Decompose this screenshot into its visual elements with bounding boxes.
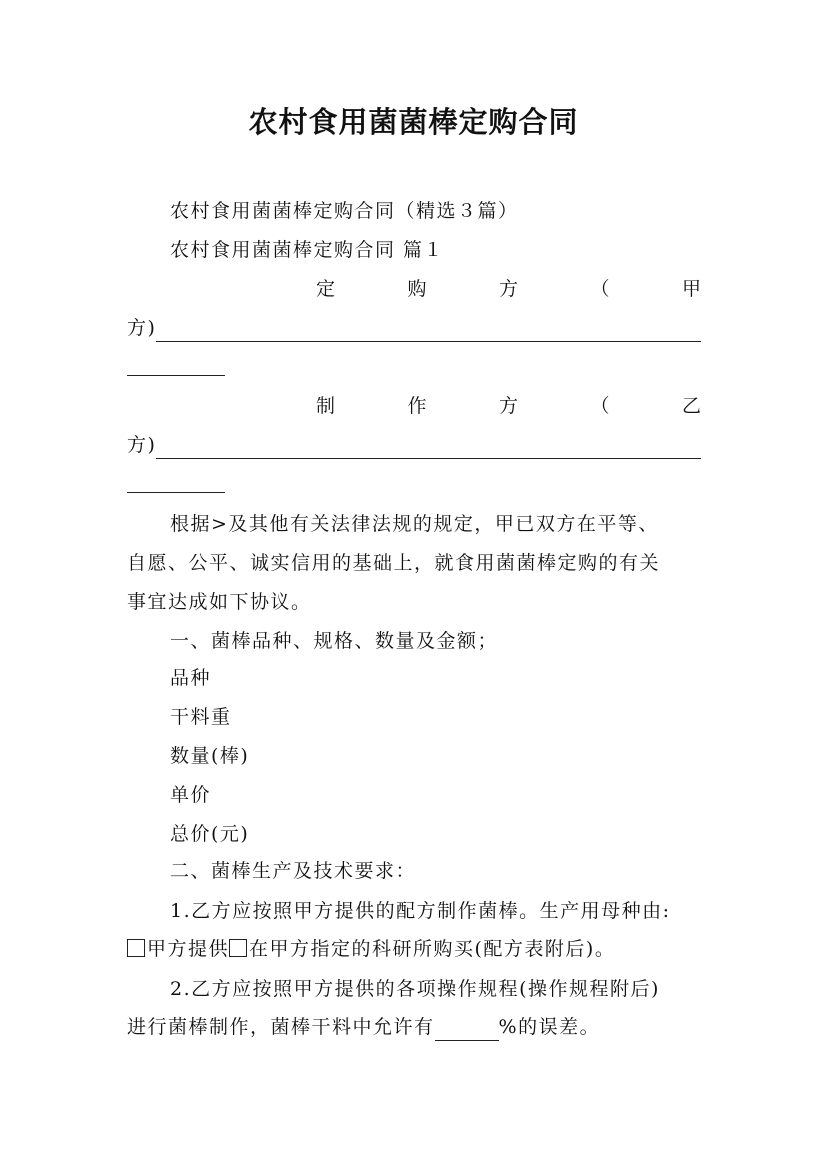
party-b-char: 作 [407, 395, 427, 417]
party-a-fill-field-continued[interactable] [127, 374, 225, 376]
basis-paragraph-line: 根据>及其他有关法律法规的规定，甲已双方在平等、 [170, 513, 659, 535]
clause-1-item: 干料重 [170, 706, 232, 728]
party-b-char: 乙 [681, 395, 701, 417]
clause-1-item: 总价(元) [170, 823, 250, 845]
party-b-line [127, 431, 701, 459]
party-a-fill-field[interactable] [156, 319, 701, 342]
clause-1-item: 单价 [170, 784, 212, 806]
party-b-char: 制 [316, 395, 336, 417]
party-b-fill-field[interactable] [156, 436, 701, 459]
party-b-fill-field-continued[interactable] [127, 491, 225, 493]
party-b-label [316, 392, 701, 420]
party-a-tail: 方) [127, 317, 157, 339]
party-a-char: 甲 [681, 278, 701, 300]
party-b-tail: 方) [127, 434, 157, 456]
document-title: 农村食用菌菌棒定购合同 [248, 105, 579, 139]
option-label: 在甲方指定的科研所购买(配方表附后)。 [249, 938, 616, 960]
clause-2-item-2-continued [127, 1013, 600, 1041]
clause-2-item-2: 2.乙方应按照甲方提供的各项操作规程(操作规程附后) [170, 978, 660, 1000]
clause-1-item: 品种 [170, 667, 212, 689]
option-label: 甲方提供 [147, 938, 230, 960]
document-subtitle: 农村食用菌菌棒定购合同（精选３篇） [170, 200, 519, 222]
party-a-char: （ [590, 278, 610, 300]
party-a-label [316, 275, 701, 303]
clause-2-item-1: 1.乙方应按照甲方提供的配方制作菌棒。生产用母种由: [170, 900, 671, 922]
clause-1-heading: 一、菌棒品种、规格、数量及金额； [170, 630, 499, 652]
clause-1-item: 数量(棒) [170, 745, 250, 767]
checkbox-party-a-provides[interactable] [127, 939, 145, 957]
section-heading: 农村食用菌菌棒定购合同 篇１ [170, 239, 445, 261]
basis-paragraph-line: 事宜达成如下协议。 [127, 591, 312, 613]
tolerance-text-after: %的误差。 [498, 1016, 601, 1038]
party-a-line [127, 314, 701, 342]
clause-2-heading: 二、菌棒生产及技术要求： [170, 860, 417, 882]
tolerance-text-before: 进行菌棒制作，菌棒干料中允许有 [127, 1016, 435, 1038]
tolerance-percent-field[interactable] [435, 1020, 499, 1041]
party-a-char: 方 [498, 278, 518, 300]
party-a-char: 购 [407, 278, 427, 300]
party-b-char: 方 [498, 395, 518, 417]
checkbox-designated-institute[interactable] [229, 939, 247, 957]
party-a-char: 定 [316, 278, 336, 300]
party-b-char: （ [590, 395, 610, 417]
basis-paragraph-line: 自愿、公平、诚实信用的基础上，就食用菌菌棒定购的有关 [127, 552, 661, 574]
clause-2-item-1-options [127, 935, 615, 963]
